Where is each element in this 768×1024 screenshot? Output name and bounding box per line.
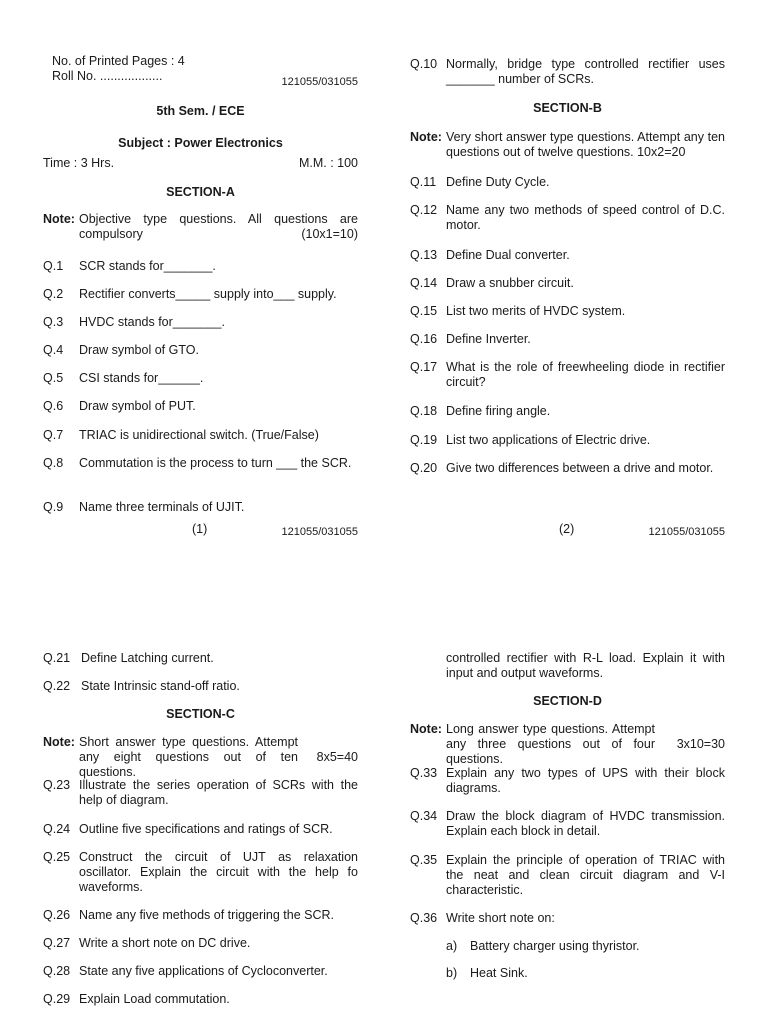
question-q17 bbox=[410, 360, 725, 390]
question-text: Define Inverter. bbox=[446, 332, 531, 346]
page-number: (2) bbox=[559, 522, 575, 536]
question-text: Name three terminals of UJIT. bbox=[79, 500, 245, 514]
question-q12 bbox=[410, 203, 725, 233]
note-label: Note: bbox=[43, 212, 75, 226]
question-number: Q.6 bbox=[43, 399, 64, 413]
question-number: Q.11 bbox=[410, 175, 437, 189]
question-q8 bbox=[43, 456, 358, 471]
section-d-note bbox=[410, 722, 725, 767]
question-q11 bbox=[410, 175, 725, 190]
question-text: State any five applications of Cycloconverter. bbox=[79, 964, 328, 978]
question-text: Rectifier converts_____ supply into___ supply. bbox=[79, 287, 337, 301]
footer-code: 121055/031055 bbox=[648, 526, 725, 538]
question-number: Q.35 bbox=[410, 853, 438, 867]
question-number: Q.17 bbox=[410, 360, 438, 374]
question-text: Explain Load commutation. bbox=[79, 992, 230, 1006]
question-number: Q.29 bbox=[43, 992, 71, 1006]
section-d-title: SECTION-D bbox=[533, 694, 602, 708]
question-text: Construct the circuit of UJT as relaxation oscillator. Explain the circuit with the help fo waveforms. bbox=[79, 850, 358, 894]
question-number: Q.5 bbox=[43, 371, 64, 385]
time: Time : 3 Hrs. bbox=[43, 156, 115, 170]
question-text: Define Dual converter. bbox=[446, 248, 570, 262]
question-text: Name any two methods of speed control of D.C. motor. bbox=[446, 203, 725, 232]
subitem-text: Battery charger using thyristor. bbox=[470, 939, 640, 953]
question-text: Define Duty Cycle. bbox=[446, 175, 550, 189]
question-text: CSI stands for______. bbox=[79, 371, 204, 385]
question-q28 bbox=[43, 964, 358, 979]
subitem-text: Heat Sink. bbox=[470, 966, 528, 980]
question-number: Q.18 bbox=[410, 404, 438, 418]
question-q9 bbox=[43, 500, 358, 515]
question-q1 bbox=[43, 259, 358, 274]
subitem-b bbox=[410, 966, 725, 981]
question-q24 bbox=[43, 822, 358, 837]
question-text: SCR stands for_______. bbox=[79, 259, 216, 273]
question-number: Q.14 bbox=[410, 276, 438, 290]
question-text: controlled rectifier with R-L load. Explain it with input and output waveforms. bbox=[446, 651, 725, 680]
question-number: Q.25 bbox=[43, 850, 71, 864]
question-q19 bbox=[410, 433, 725, 448]
section-c-note bbox=[43, 735, 358, 780]
note-marks: (10x1=10) bbox=[301, 227, 358, 241]
question-text: Draw the block diagram of HVDC transmission. Explain each block in detail. bbox=[446, 809, 725, 838]
question-text: State Intrinsic stand-off ratio. bbox=[81, 679, 240, 693]
subitem-label: b) bbox=[446, 966, 458, 980]
question-number: Q.26 bbox=[43, 908, 71, 922]
page-number: (1) bbox=[192, 522, 208, 536]
question-q3 bbox=[43, 315, 358, 330]
page-3 bbox=[43, 651, 358, 1024]
question-q6 bbox=[43, 399, 358, 414]
question-q22 bbox=[43, 679, 358, 694]
question-q15 bbox=[410, 304, 725, 319]
question-number: Q.16 bbox=[410, 332, 438, 346]
question-q13 bbox=[410, 248, 725, 263]
question-text: Write short note on: bbox=[446, 911, 555, 925]
question-q21 bbox=[43, 651, 358, 666]
question-number: Q.8 bbox=[43, 456, 64, 470]
question-text: Explain the principle of operation of TRIAC with the neat and clean circuit diagram and V-I characteristic. bbox=[446, 853, 725, 897]
question-number: Q.21 bbox=[43, 651, 71, 665]
section-b-note bbox=[410, 130, 725, 160]
page-1 bbox=[43, 54, 358, 544]
question-number: Q.3 bbox=[43, 315, 64, 329]
question-q25 bbox=[43, 850, 358, 895]
question-text: Explain any two types of UPS with their block diagrams. bbox=[446, 766, 725, 795]
question-q7 bbox=[43, 428, 358, 443]
question-q10 bbox=[410, 57, 725, 87]
question-number: Q.9 bbox=[43, 500, 64, 514]
question-text: HVDC stands for_______. bbox=[79, 315, 225, 329]
question-number: Q.24 bbox=[43, 822, 71, 836]
section-c-title: SECTION-C bbox=[166, 707, 235, 721]
question-q26 bbox=[43, 908, 358, 923]
note-text: Objective type questions. All questions are compulsory bbox=[79, 212, 358, 241]
question-number: Q.36 bbox=[410, 911, 438, 925]
question-number: Q.27 bbox=[43, 936, 71, 950]
page-2 bbox=[410, 57, 725, 547]
question-number: Q.13 bbox=[410, 248, 438, 262]
subitem-label: a) bbox=[446, 939, 458, 953]
question-number: Q.20 bbox=[410, 461, 438, 475]
question-number: Q.22 bbox=[43, 679, 71, 693]
question-q14 bbox=[410, 276, 725, 291]
section-a-note bbox=[43, 212, 358, 242]
question-q29 bbox=[43, 992, 358, 1007]
question-number: Q.23 bbox=[43, 778, 71, 792]
question-text: Define firing angle. bbox=[446, 404, 551, 418]
note-label: Note: bbox=[410, 130, 442, 144]
question-text: Normally, bridge type controlled rectifier uses _______ number of SCRs. bbox=[446, 57, 725, 86]
question-text: Draw a snubber circuit. bbox=[446, 276, 574, 290]
question-q20 bbox=[410, 461, 725, 476]
note-text: Very short answer type questions. Attempt any ten questions out of twelve questions. 10x2=20 bbox=[446, 130, 725, 159]
subitem-a bbox=[410, 939, 725, 954]
question-number: Q.12 bbox=[410, 203, 438, 217]
question-q5 bbox=[43, 371, 358, 386]
note-label: Note: bbox=[410, 722, 442, 736]
question-number: Q.2 bbox=[43, 287, 64, 301]
question-number: Q.34 bbox=[410, 809, 438, 823]
question-text: Give two differences between a drive and motor. bbox=[446, 461, 714, 475]
question-text: Name any five methods of triggering the SCR. bbox=[79, 908, 334, 922]
roll-no: Roll No. .................. bbox=[52, 69, 163, 83]
page-4 bbox=[410, 651, 725, 1024]
question-q35 bbox=[410, 853, 725, 898]
note-text: Long answer type questions. Attempt any three questions out of four questions. bbox=[446, 722, 655, 766]
question-q23 bbox=[43, 778, 358, 808]
note-marks: 8x5=40 bbox=[316, 750, 358, 764]
question-text: Define Latching current. bbox=[81, 651, 214, 665]
question-q16 bbox=[410, 332, 725, 347]
subject: Subject : Power Electronics bbox=[118, 136, 283, 150]
question-q36 bbox=[410, 911, 725, 926]
question-text: Outline five specifications and ratings of SCR. bbox=[79, 822, 333, 836]
question-text: Draw symbol of PUT. bbox=[79, 399, 196, 413]
footer-code: 121055/031055 bbox=[281, 526, 358, 538]
question-text: List two merits of HVDC system. bbox=[446, 304, 626, 318]
question-text: Draw symbol of GTO. bbox=[79, 343, 199, 357]
question-q27 bbox=[43, 936, 358, 951]
question-number: Q.19 bbox=[410, 433, 438, 447]
question-text: Commutation is the process to turn ___ the SCR. bbox=[79, 456, 352, 470]
question-number: Q.33 bbox=[410, 766, 438, 780]
question-text: TRIAC is unidirectional switch. (True/False) bbox=[79, 428, 319, 442]
question-number: Q.10 bbox=[410, 57, 438, 71]
question-number: Q.15 bbox=[410, 304, 438, 318]
question-q2 bbox=[43, 287, 358, 302]
question-number: Q.7 bbox=[43, 428, 64, 442]
question-text: Illustrate the series operation of SCRs with the help of diagram. bbox=[79, 778, 358, 807]
question-text: What is the role of freewheeling diode in rectifier circuit? bbox=[446, 360, 725, 389]
question-number: Q.28 bbox=[43, 964, 71, 978]
question-text: List two applications of Electric drive. bbox=[446, 433, 651, 447]
question-q34 bbox=[410, 809, 725, 839]
max-marks: M.M. : 100 bbox=[298, 156, 358, 170]
section-b-title: SECTION-B bbox=[533, 101, 602, 115]
note-text: Short answer type questions. Attempt any eight questions out of ten questions. bbox=[79, 735, 298, 779]
question-q18 bbox=[410, 404, 725, 419]
continuation-text bbox=[410, 651, 725, 681]
printed-pages: No. of Printed Pages : 4 bbox=[52, 54, 185, 68]
note-marks: 3x10=30 bbox=[676, 737, 725, 751]
question-text: Write a short note on DC drive. bbox=[79, 936, 251, 950]
note-label: Note: bbox=[43, 735, 75, 749]
semester: 5th Sem. / ECE bbox=[156, 104, 245, 118]
question-q4 bbox=[43, 343, 358, 358]
question-number: Q.1 bbox=[43, 259, 64, 273]
paper-code: 121055/031055 bbox=[281, 76, 358, 88]
question-q33 bbox=[410, 766, 725, 796]
section-a-title: SECTION-A bbox=[166, 185, 235, 199]
question-number: Q.4 bbox=[43, 343, 64, 357]
